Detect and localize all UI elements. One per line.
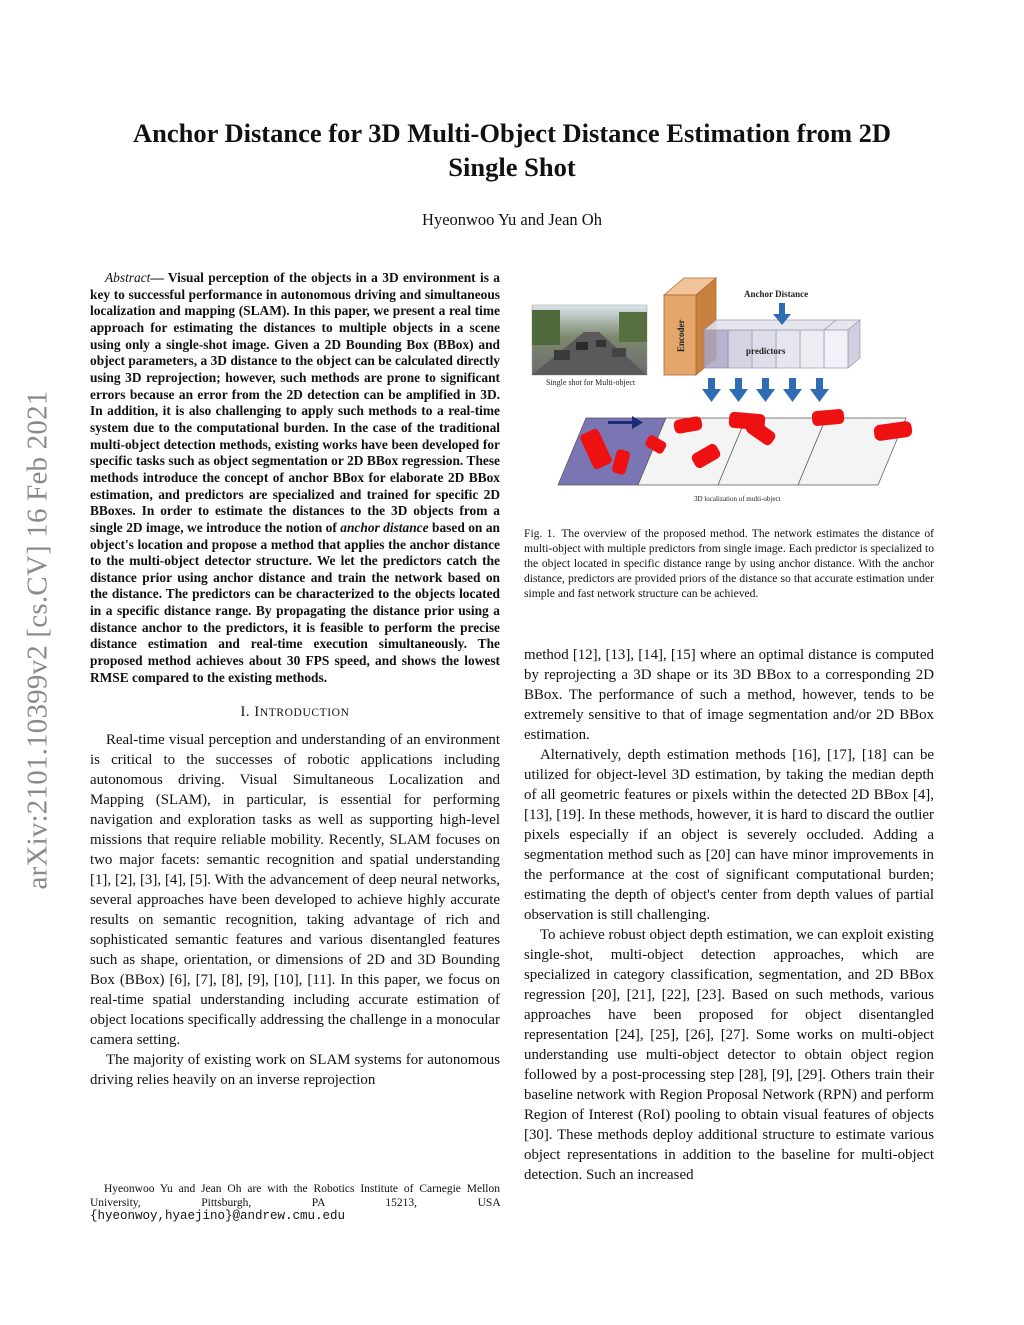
- figure-1-diagram: [524, 270, 934, 520]
- author-footnote: [90, 1183, 500, 1224]
- right-paragraph: Alternatively, depth estimation methods [16], [17], [18] can be utilized for object-level 3D estimation, by taking the median depth of all geometric features or pixels within the detected 2D BBox [4], [13], [19]. In these methods, however, it is hard to discard the outlier pixels especially if an object is severely occluded. Adding a segmentation method such as [20] can have minor improvements in the performance at the cost of significant computational burden; estimating the depth of object's center from depth values of partial observation is still challenging.: [524, 747, 934, 923]
- abstract-text-1: Visual perception of the objects in a 3D environment is a key to successful performance in autonomous driving and simultaneous localization and mapping (SLAM). In this paper, we present a real time approach for estimating the distances to multiple objects in a scene using only a single-shot image. Given a 2D Bounding Box (BBox) and object parameters, a 3D distance to the object can be calculated directly using 3D reprojection; however, such methods are prone to significant errors because an error from the 2D detection can be amplified in 3D. In addition, it is also challenging to apply such methods to a real-time system due to the computational burden. In the case of the traditional multi-object detection methods, existing works have been developed for specific tasks such as object segmentation or 2D BBox regression. These methods introduce the concept of anchor BBox for elaborate 2D BBox estimation, and predictors are specialized and trained for specific 2D BBoxes. In order to estimate the distances to the 3D objects from a single 2D image, we introduce the notion of: [90, 270, 500, 535]
- section-rest: NTRODUCTION: [259, 707, 350, 720]
- figure-1: [524, 270, 934, 520]
- predictor-stack: [704, 320, 860, 368]
- footnote-text: Hyeonwoo Yu and Jean Oh are with the Robotics Institute of Carnegie Mellon University, Pittsburgh, PA 15213, USA: [90, 1183, 500, 1209]
- abstract-text-2: based on an object's location and propose a method that applies the anchor distance to the multi-object detector structure. We let the predictors catch the distance prior using anchor distance and train the network based on the distance. The predictors can be characterized to the objects located in a specific distance range. By propagating the distance prior using a distance anchor to the predictors, it is feasible to perform the precise distance estimation and real-time execution simultaneously. The proposed method achieves about 30 FPS speed, and shows the lowest RMSE compared to the existing methods.: [90, 519, 500, 685]
- encoder-label: Encoder: [676, 319, 686, 352]
- distance-planes: [558, 418, 906, 485]
- arxiv-identifier: arXiv:2101.10399v2 [cs.CV] 16 Feb 2021: [21, 390, 54, 890]
- left-column: [90, 270, 500, 1090]
- abstract-lead: Abstract: [105, 270, 151, 285]
- abstract-emphasis: anchor distance: [340, 519, 429, 535]
- section-cap: I: [254, 704, 260, 721]
- right-paragraph: method [12], [13], [14], [15] where an optimal distance is computed by reprojecting a 3D shape or its 3D BBox to a corresponding 2D BBox. The performance of such a method, however, tends to be extremely sensitive to that of image segmentation and/or 2D BBox estimation.: [524, 647, 934, 743]
- output-arrows: [702, 378, 829, 402]
- right-column: [524, 645, 934, 1185]
- abstract: [90, 270, 500, 686]
- localization-label: 3D localization of multi-object: [694, 495, 781, 503]
- abstract-dash: —: [150, 270, 168, 285]
- anchor-distance-label: Anchor Distance: [744, 289, 809, 299]
- paper-authors: Hyeonwoo Yu and Jean Oh: [422, 210, 602, 229]
- figure-1-caption: [524, 527, 934, 602]
- intro-paragraph: The majority of existing work on SLAM systems for autonomous driving relies heavily on an inverse reprojection: [90, 1052, 500, 1089]
- right-paragraph: To achieve robust object depth estimation, we can exploit existing single-shot, multi-object detection approaches, which are specialized in category classification, segmentation, and 2D BBox regression [20], [21], [22], [23]. Based on such methods, various approaches have been proposed for object disentangled representation [24], [25], [26], [27]. Some works on multi-object understanding use multi-object detector to obtain object region followed by a post-processing step [28], [9], [29]. Others train their baseline network with Region Proposal Network (RPN) and perform Region of Interest (RoI) pooling to obtain visual features of objects [30]. These methods deploy additional structure to estimate various object representations in addition to the baseline for multi-object detection. Such an increased: [524, 927, 934, 1183]
- section-numeral: I.: [240, 704, 255, 721]
- footnote-emails: {hyeonwoy,hyaejino}@andrew.cmu.edu: [90, 1209, 346, 1223]
- caption-label: Fig. 1.: [524, 527, 556, 540]
- introduction-body: [90, 730, 500, 1090]
- intro-paragraph: Real-time visual perception and understanding of an environment is critical to the successes of robotic applications including autonomous driving. Visual Simultaneous Localization and Mapping (SLAM), in particular, is essential for performing navigation and exploration tasks as well as supporting high-level missions that require reliable mobility. Recently, SLAM focuses on two major facets: semantic recognition and spatial understanding [1], [2], [3], [4], [5]. With the advancement of deep neural networks, several approaches have been developed to achieve highly accurate results on semantic recognition, taking advantage of rich and sophisticated semantic features and various disentangled features such as shape, orientation, or dimensions of 2D and 3D Bounding Box (BBox) [6], [7], [8], [9], [10], [11]. In this paper, we focus on real-time spatial understanding including accurate estimation of object locations specifically addressing the challenge in a monocular camera setting.: [90, 732, 500, 1049]
- caption-text: The overview of the proposed method. The network estimates the distance of multi-object with multiple predictors from single image. Each predictor is specialized to the object located in specific distance range by using anchor distance. With the anchor distance, predictors are provided priors of the distance so that accurate estimation under simple and fast network structure can be achieved.: [524, 527, 934, 600]
- input-photo: [532, 305, 647, 375]
- predictors-label: predictors: [746, 346, 786, 356]
- section-heading-introduction: [90, 704, 500, 721]
- paper-title: Anchor Distance for 3D Multi-Object Distance Estimation from 2D Single Shot: [132, 118, 892, 182]
- single-shot-label: Single shot for Multi-object: [546, 378, 636, 387]
